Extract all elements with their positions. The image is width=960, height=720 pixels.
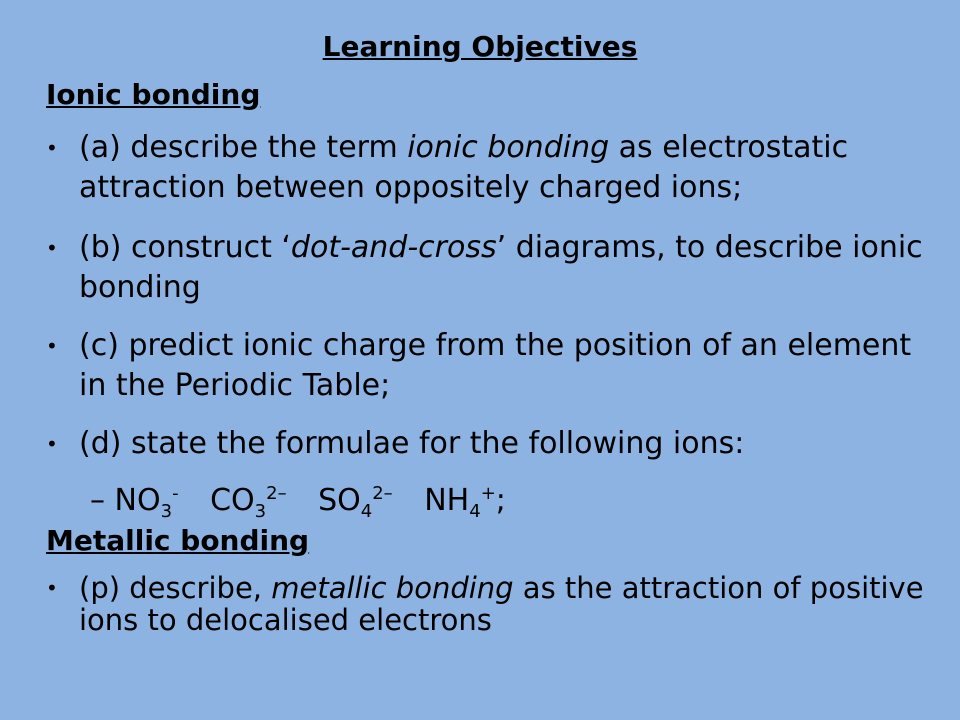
objective-p-text: (p) describe, metallic bonding as the attraction of positive ions to delocalised electrons bbox=[79, 571, 924, 637]
objective-a bbox=[46, 128, 926, 208]
bullet-icon: • bbox=[46, 334, 58, 358]
objective-c-text: (c) predict ionic charge from the position of an element in the Periodic Table; bbox=[79, 328, 912, 403]
objective-d bbox=[46, 424, 926, 464]
slide-title: Learning Objectives bbox=[322, 30, 638, 63]
metallic-bonding-heading: Metallic bonding bbox=[46, 524, 310, 557]
objective-c bbox=[46, 326, 926, 406]
objective-b bbox=[46, 228, 926, 308]
bullet-icon: • bbox=[46, 432, 58, 456]
ionic-bonding-heading: Ionic bonding bbox=[46, 78, 261, 111]
sub-bullet-dash: – bbox=[90, 483, 105, 518]
bullet-icon: • bbox=[46, 236, 58, 260]
emphasis-ionic-bonding: ionic bonding bbox=[407, 130, 610, 165]
ion-ammonium: $NH_4^+$ bbox=[424, 483, 496, 522]
emphasis-metallic-bonding: metallic bonding bbox=[271, 571, 514, 605]
ion-formulae-list: – $NO_3^-$ $CO_3^{2-}$ $SO_4^{2-}$ $NH_4^+$; bbox=[90, 483, 506, 522]
bullet-icon: • bbox=[46, 136, 58, 160]
objective-d-text: (d) state the formulae for the following ions: bbox=[79, 426, 745, 461]
objective-b-text: (b) construct ‘dot-and-cross’ diagrams, to describe ionic bonding bbox=[79, 230, 923, 305]
objective-a-text: (a) describe the term ionic bonding as electrostatic attraction between oppositely charged ions; bbox=[79, 130, 849, 205]
emphasis-dot-and-cross: dot-and-cross bbox=[290, 230, 497, 265]
objective-p bbox=[46, 572, 926, 636]
ion-carbonate: $CO_3^{2-}$ bbox=[210, 483, 287, 522]
bullet-icon: • bbox=[46, 576, 58, 600]
ion-nitrate: $NO_3^-$ bbox=[114, 483, 179, 522]
ion-sulfate: $SO_4^{2-}$ bbox=[318, 483, 393, 522]
